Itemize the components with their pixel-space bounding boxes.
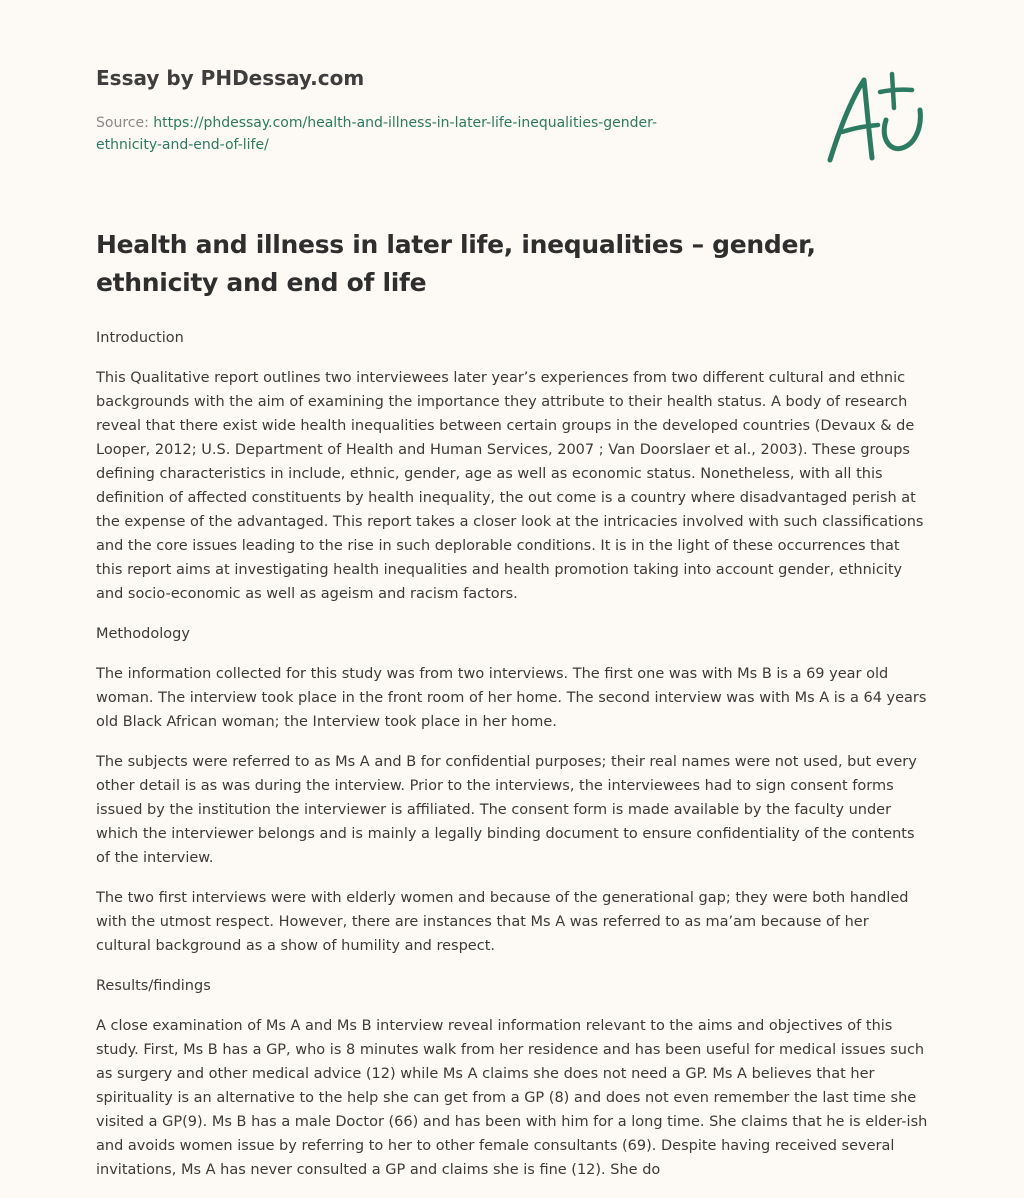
essay-content (96, 226, 928, 1198)
section-heading-results: Results/findings (96, 978, 211, 994)
paragraph-methodology-1: The information collected for this study was from two interviews. The first one was with Ms B is a 69 year old woman. The interview took place in the front room of her home. The second interview was with Ms A is a 64 years old Black African woman; the Interview took place in her home. (96, 666, 927, 730)
section-heading-introduction: Introduction (96, 330, 184, 346)
source-line (96, 112, 716, 156)
site-title: Essay by PHDessay.com (96, 66, 365, 90)
source-label: Source: (96, 115, 154, 131)
document-title: Health and illness in later life, inequalities – gender, ethnicity and end of life (96, 230, 816, 297)
paragraph-methodology-2: The subjects were referred to as Ms A and B for confidential purposes; their real names were not used, but every other detail is as was during the interview. Prior to the interviews, the interviewees had to sign consent forms issued by the institution the interviewer is affiliated. The consent form is made available by the faculty under which the interviewer belongs and is mainly a legally binding document to ensure confidentiality of the contents of the interview. (96, 754, 917, 866)
source-link[interactable]: https://phdessay.com/health-and-illness-in-later-life-inequalities-gender-ethnicity-and-end-of-life/ (96, 115, 658, 153)
a-plus-logo-icon (822, 68, 932, 168)
site-header (96, 64, 796, 156)
paragraph-results-1: A close examination of Ms A and Ms B interview reveal information relevant to the aims and objectives of this study. First, Ms B has a GP, who is 8 minutes walk from her residence and has been useful for medical issues such as surgery and other medical advice (12) while Ms A claims she does not need a GP. Ms A believes that her spirituality is an alternative to the help she can get from a GP (8) and does not even remember the last time she visited a GP(9). Ms B has a male Doctor (66) and has been with him for a long time. She claims that he is elder-ish and avoids women issue by referring to her to other female consultants (69). Despite having received several invitations, Ms A has never consulted a GP and claims she is fine (12). She do (96, 1018, 928, 1178)
paragraph-introduction: This Qualitative report outlines two interviewees later year’s experiences from two different cultural and ethnic backgrounds with the aim of examining the importance they attribute to their health status. A body of research reveal that there exist wide health inequalities between certain groups in the developed countries (Devaux & de Looper, 2012; U.S. Department of Health and Human Services, 2007 ; Van Doorslaer et al., 2003). These groups defining characteristics in include, ethnic, gender, age as well as economic status. Nonetheless, with all this definition of affected constituents by health inequality, the out come is a country where disadvantaged perish at the expense of the advantaged. This report takes a closer look at the intricacies involved with such classifications and the core issues leading to the rise in such deplorable conditions. It is in the light of these occurrences that this report aims at investigating health inequalities and health promotion taking into account gender, ethnicity and socio-economic as well as ageism and racism factors. (96, 370, 924, 602)
section-heading-methodology: Methodology (96, 626, 190, 642)
paragraph-methodology-3: The two first interviews were with elderly women and because of the generational gap; they were both handled with the utmost respect. However, there are instances that Ms A was referred to as ma’am because of her cultural background as a show of humility and respect. (96, 890, 909, 954)
